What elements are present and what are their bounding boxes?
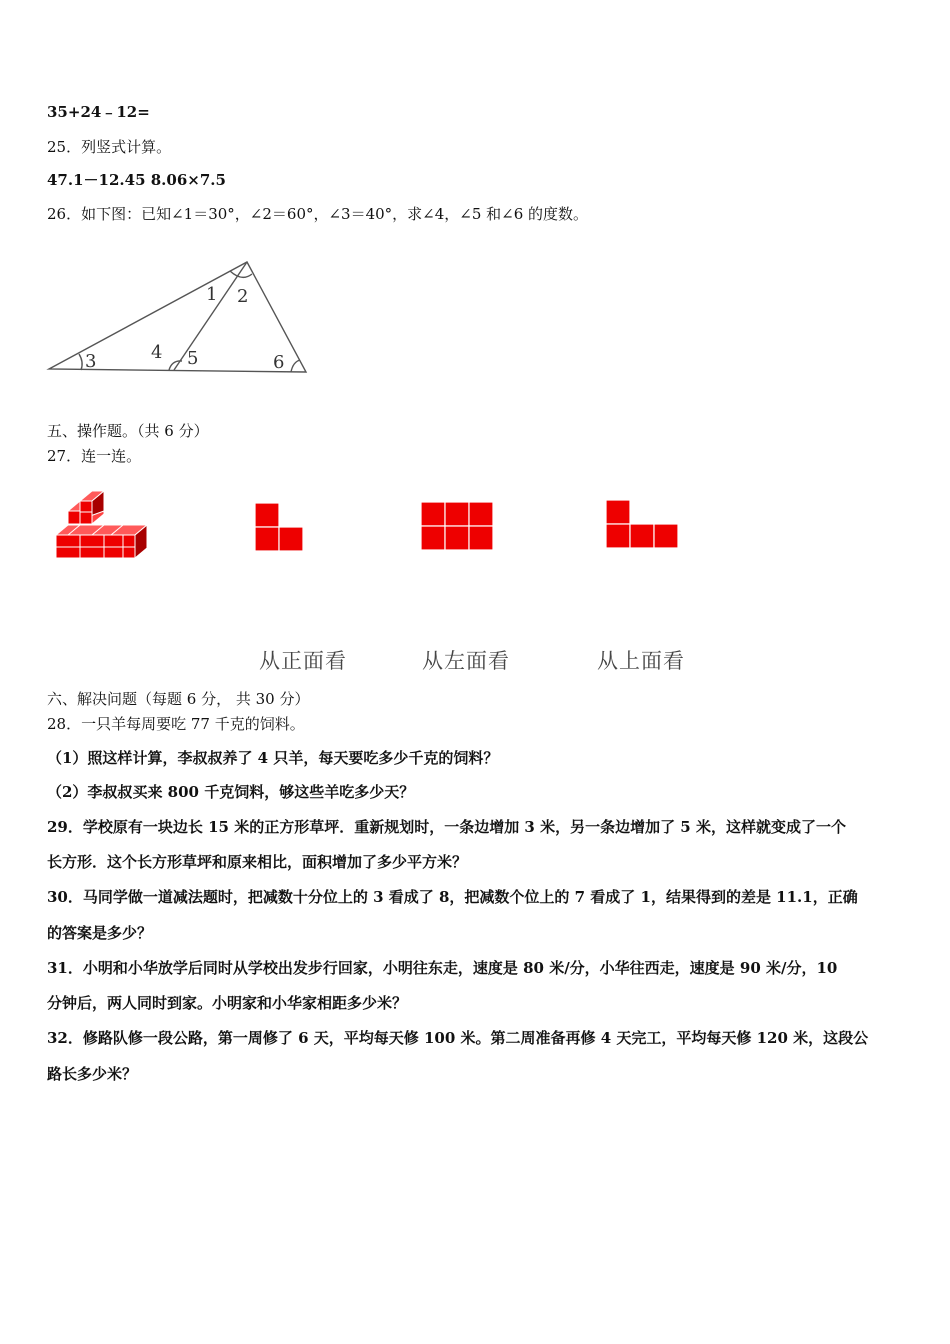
- question-28-part-2: （2）李叔叔买来 800 千克饲料，够这些羊吃多少天？: [47, 783, 415, 801]
- question-29-line-2: 长方形．这个长方形草坪和原来相比，面积增加了多少平方米？: [47, 853, 468, 871]
- angle-label-2: 2: [237, 286, 249, 307]
- angle-label-3: 3: [85, 351, 97, 372]
- caption-top-view: 从上面看: [597, 649, 685, 673]
- view-square: [445, 502, 469, 526]
- vertical-calc-items: 47.1－12.45 8.06×7.5: [47, 171, 226, 189]
- view-square: [654, 524, 678, 548]
- view-square: [606, 500, 630, 524]
- angle-arc-6: [291, 360, 300, 372]
- caption-front-view: 从正面看: [259, 649, 347, 673]
- question-28: 28．一只羊每周要吃 77 千克的饲料。: [47, 715, 305, 733]
- question-27: 27．连一连。: [47, 447, 142, 465]
- view-square: [469, 502, 493, 526]
- view-square: [255, 527, 279, 551]
- triangle-figure: [44, 254, 314, 378]
- expression-line: 35+24﹣12=: [47, 103, 150, 121]
- question-28-part-1: （1）照这样计算，李叔叔养了 4 只羊，每天要吃多少千克的饲料？: [47, 749, 499, 767]
- question-32-line-1: 32．修路队修一段公路，第一周修了 6 天，平均每天修 100 米。第二周准备再修 4 天完工，平均每天修 120 米，这段公: [47, 1029, 869, 1047]
- view-square: [606, 524, 630, 548]
- question-31-line-1: 31．小明和小华放学后同时从学校出发步行回家，小明往东走，速度是 80 米/分，小华往西走，速度是 90 米/分，10: [47, 959, 838, 977]
- angle-label-5: 5: [187, 348, 199, 369]
- view-square: [255, 503, 279, 527]
- view-square: [469, 526, 493, 550]
- question-31-line-2: 分钟后，两人同时到家。小明家和小华家相距多少米？: [47, 994, 408, 1012]
- inner-segment: [174, 262, 247, 370]
- cube-front-face: [68, 511, 80, 524]
- question-30-line-2: 的答案是多少？: [47, 924, 153, 942]
- question-32-line-2: 路长多少米？: [47, 1065, 138, 1083]
- section-six-heading: 六、解决问题（每题 6 分， 共 30 分）: [47, 690, 310, 708]
- question-29-line-1: 29．学校原有一块边长 15 米的正方形草坪．重新规划时，一条边增加 3 米，另一条边增加了 5 米，这样就变成了一个: [47, 818, 846, 836]
- cube-solid-figure: [52, 487, 152, 561]
- view-square: [630, 524, 654, 548]
- question-25: 25．列竖式计算。: [47, 138, 172, 156]
- angle-label-1: 1: [206, 284, 218, 305]
- angle-label-6: 6: [273, 352, 285, 373]
- view-square: [445, 526, 469, 550]
- view-square: [279, 527, 303, 551]
- caption-left-view: 从左面看: [422, 649, 510, 673]
- view-square: [421, 526, 445, 550]
- view-square: [421, 502, 445, 526]
- section-five-heading: 五、操作题。（共 6 分）: [47, 422, 209, 440]
- view-figure-rectangle: [420, 501, 494, 551]
- view-figure-long-l-shape: [605, 499, 679, 549]
- angle-label-4: 4: [151, 342, 163, 363]
- question-30-line-1: 30．马同学做一道减法题时，把减数十分位上的 3 看成了 8，把减数个位上的 7 看成了 1，结果得到的差是 11.1，正确: [47, 888, 858, 906]
- angle-arc-3: [79, 354, 82, 370]
- question-26: 26．如下图：已知∠1＝30°，∠2＝60°，∠3＝40°，求∠4，∠5 和∠6 的度数。: [47, 205, 589, 223]
- view-figure-l-shape: [254, 502, 304, 552]
